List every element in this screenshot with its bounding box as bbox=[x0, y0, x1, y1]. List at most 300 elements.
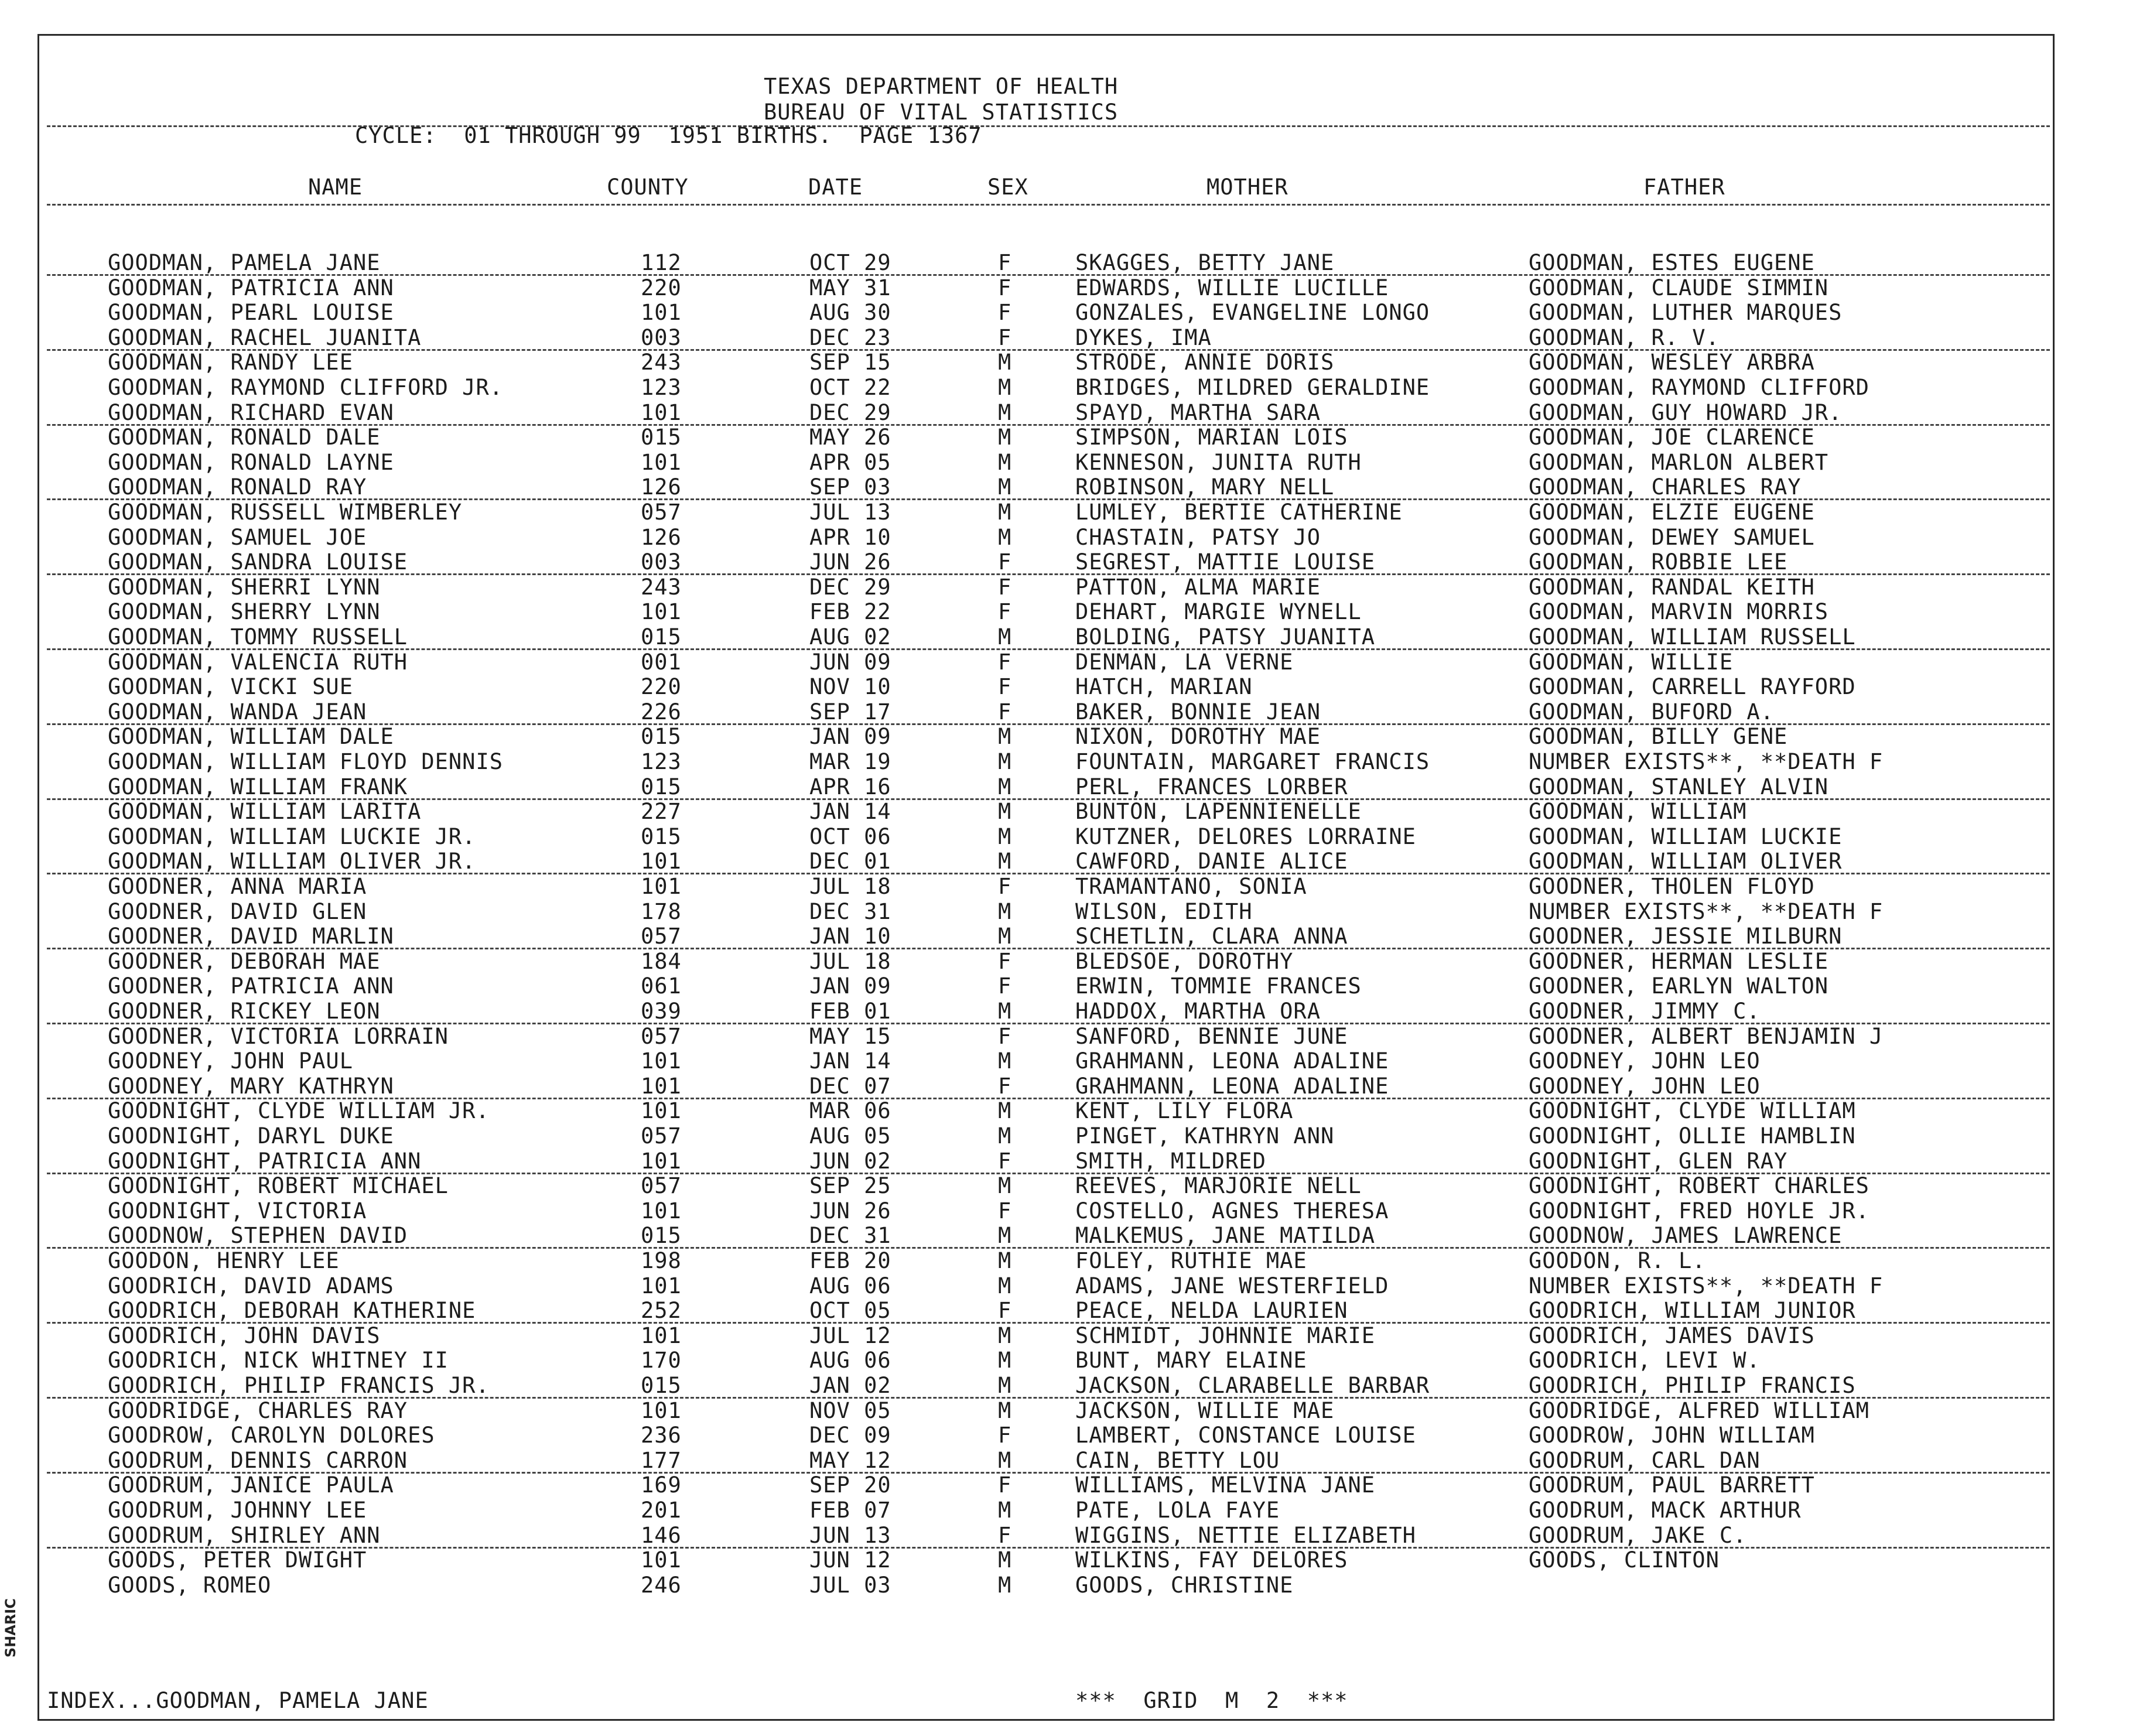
table-row bbox=[0, 1448, 2143, 1473]
cell-mother: STRODE, ANNIE DORIS bbox=[1075, 350, 1335, 375]
cell-mother: KENT, LILY FLORA bbox=[1075, 1098, 1294, 1123]
cell-name: GOODMAN, WANDA JEAN bbox=[108, 699, 367, 725]
cell-mother: SEGREST, MATTIE LOUISE bbox=[1075, 549, 1376, 575]
cell-name: GOODROW, CAROLYN DOLORES bbox=[108, 1423, 435, 1448]
cell-date: JUL 12 bbox=[809, 1323, 891, 1348]
cell-father: GOODMAN, DEWEY SAMUEL bbox=[1529, 525, 1815, 550]
cell-father: GOODROW, JOHN WILLIAM bbox=[1529, 1423, 1815, 1448]
column-header-county: COUNTY bbox=[607, 175, 689, 200]
cell-mother: HATCH, MARIAN bbox=[1075, 674, 1253, 699]
table-row bbox=[0, 849, 2143, 874]
cell-name: GOODNIGHT, VICTORIA bbox=[108, 1198, 367, 1224]
cell-county: 112 bbox=[641, 250, 682, 275]
cell-date: FEB 22 bbox=[809, 599, 891, 624]
cell-sex: M bbox=[998, 1373, 1012, 1398]
cell-sex: F bbox=[998, 1472, 1012, 1498]
cell-date: JUL 18 bbox=[809, 874, 891, 899]
cell-date: MAY 31 bbox=[809, 275, 891, 300]
cell-date: MAR 19 bbox=[809, 749, 891, 774]
cell-date: JUN 12 bbox=[809, 1547, 891, 1573]
cell-date: JUL 13 bbox=[809, 500, 891, 525]
cell-county: 178 bbox=[641, 899, 682, 924]
cell-county: 101 bbox=[641, 1547, 682, 1573]
cell-mother: PINGET, KATHRYN ANN bbox=[1075, 1123, 1335, 1149]
cell-county: 101 bbox=[641, 599, 682, 624]
cell-mother: WILKINS, FAY DELORES bbox=[1075, 1547, 1348, 1573]
cell-sex: M bbox=[998, 425, 1012, 450]
cell-name: GOODNER, DEBORAH MAE bbox=[108, 949, 381, 974]
cell-sex: M bbox=[998, 500, 1012, 525]
cell-sex: F bbox=[998, 1149, 1012, 1174]
cell-sex: M bbox=[998, 1498, 1012, 1523]
cell-father: GOODMAN, BILLY GENE bbox=[1529, 724, 1788, 749]
cell-name: GOODMAN, WILLIAM FLOYD DENNIS bbox=[108, 749, 504, 774]
cell-sex: F bbox=[998, 250, 1012, 275]
cell-county: 123 bbox=[641, 749, 682, 774]
cell-county: 201 bbox=[641, 1498, 682, 1523]
cell-mother: BAKER, BONNIE JEAN bbox=[1075, 699, 1321, 725]
cell-sex: M bbox=[998, 1248, 1012, 1273]
cell-father: GOODNOW, JAMES LAWRENCE bbox=[1529, 1223, 1843, 1248]
cell-county: 169 bbox=[641, 1472, 682, 1498]
cell-mother: PATE, LOLA FAYE bbox=[1075, 1498, 1280, 1523]
cell-father: GOODNIGHT, OLLIE HAMBLIN bbox=[1529, 1123, 1856, 1149]
cell-sex: M bbox=[998, 474, 1012, 500]
table-row bbox=[0, 874, 2143, 899]
cell-county: 226 bbox=[641, 699, 682, 725]
cell-county: 236 bbox=[641, 1423, 682, 1448]
cell-county: 101 bbox=[641, 1098, 682, 1123]
cell-sex: M bbox=[998, 350, 1012, 375]
cell-date: DEC 29 bbox=[809, 400, 891, 425]
cell-mother: BOLDING, PATSY JUANITA bbox=[1075, 624, 1376, 650]
cell-name: GOODMAN, RACHEL JUANITA bbox=[108, 325, 422, 350]
cell-date: JAN 09 bbox=[809, 724, 891, 749]
cell-county: 101 bbox=[641, 400, 682, 425]
table-row bbox=[0, 1174, 2143, 1198]
cell-sex: M bbox=[998, 1273, 1012, 1298]
cell-sex: M bbox=[998, 724, 1012, 749]
cell-date: DEC 01 bbox=[809, 849, 891, 874]
cell-county: 057 bbox=[641, 1173, 682, 1198]
cell-mother: PEACE, NELDA LAURIEN bbox=[1075, 1298, 1348, 1323]
cell-father: GOODRICH, PHILIP FRANCIS bbox=[1529, 1373, 1856, 1398]
cell-date: JAN 10 bbox=[809, 924, 891, 949]
cell-county: 170 bbox=[641, 1348, 682, 1373]
cell-county: 220 bbox=[641, 674, 682, 699]
cell-county: 243 bbox=[641, 350, 682, 375]
cell-county: 057 bbox=[641, 1123, 682, 1149]
cell-date: MAY 12 bbox=[809, 1448, 891, 1473]
cell-county: 198 bbox=[641, 1248, 682, 1273]
cell-sex: M bbox=[998, 1048, 1012, 1074]
cell-name: GOODMAN, TOMMY RUSSELL bbox=[108, 624, 408, 650]
cell-mother: GRAHMANN, LEONA ADALINE bbox=[1075, 1048, 1389, 1074]
cell-father: GOODMAN, CLAUDE SIMMIN bbox=[1529, 275, 1829, 300]
cell-mother: MALKEMUS, JANE MATILDA bbox=[1075, 1223, 1376, 1248]
cell-name: GOODRIDGE, CHARLES RAY bbox=[108, 1398, 408, 1423]
grid-marker: *** GRID M 2 *** bbox=[1075, 1688, 1348, 1713]
cell-county: 101 bbox=[641, 849, 682, 874]
cell-county: 057 bbox=[641, 500, 682, 525]
column-header-date: DATE bbox=[808, 175, 863, 200]
table-row bbox=[0, 1324, 2143, 1348]
table-row bbox=[0, 251, 2143, 275]
cell-mother: WIGGINS, NETTIE ELIZABETH bbox=[1075, 1523, 1416, 1548]
cell-date: FEB 01 bbox=[809, 999, 891, 1024]
cell-county: 001 bbox=[641, 650, 682, 675]
column-header-mother: MOTHER bbox=[1206, 175, 1288, 200]
cell-county: 246 bbox=[641, 1573, 682, 1598]
cell-mother: SCHMIDT, JOHNNIE MARIE bbox=[1075, 1323, 1376, 1348]
cell-name: GOODMAN, RONALD RAY bbox=[108, 474, 367, 500]
table-row bbox=[0, 1149, 2143, 1174]
cell-name: GOODMAN, VALENCIA RUTH bbox=[108, 650, 408, 675]
cell-date: JUN 26 bbox=[809, 549, 891, 575]
cell-father: GOODNIGHT, CLYDE WILLIAM bbox=[1529, 1098, 1856, 1123]
cell-date: MAY 26 bbox=[809, 425, 891, 450]
table-row bbox=[0, 1399, 2143, 1423]
cell-mother: DYKES, IMA bbox=[1075, 325, 1212, 350]
cell-name: GOODMAN, RONALD DALE bbox=[108, 425, 381, 450]
table-row bbox=[0, 1024, 2143, 1049]
cell-mother: CHASTAIN, PATSY JO bbox=[1075, 525, 1321, 550]
cell-sex: F bbox=[998, 549, 1012, 575]
cell-mother: LAMBERT, CONSTANCE LOUISE bbox=[1075, 1423, 1416, 1448]
cell-sex: M bbox=[998, 624, 1012, 650]
cell-date: MAR 06 bbox=[809, 1098, 891, 1123]
cell-father: GOODMAN, RAYMOND CLIFFORD bbox=[1529, 375, 1869, 400]
cell-sex: F bbox=[998, 275, 1012, 300]
table-row bbox=[0, 475, 2143, 500]
cell-name: GOODMAN, SHERRY LYNN bbox=[108, 599, 381, 624]
cell-sex: F bbox=[998, 599, 1012, 624]
cell-sex: F bbox=[998, 1198, 1012, 1224]
cell-sex: M bbox=[998, 1098, 1012, 1123]
cell-sex: M bbox=[998, 849, 1012, 874]
cell-name: GOODNIGHT, ROBERT MICHAEL bbox=[108, 1173, 449, 1198]
cell-mother: FOLEY, RUTHIE MAE bbox=[1075, 1248, 1307, 1273]
cell-sex: F bbox=[998, 1523, 1012, 1548]
cell-date: AUG 02 bbox=[809, 624, 891, 650]
cell-sex: F bbox=[998, 699, 1012, 725]
cell-name: GOODMAN, RICHARD EVAN bbox=[108, 400, 394, 425]
cell-sex: M bbox=[998, 749, 1012, 774]
cell-father: GOODRUM, JAKE C. bbox=[1529, 1523, 1747, 1548]
table-row bbox=[0, 974, 2143, 999]
cell-county: 101 bbox=[641, 450, 682, 475]
cell-date: SEP 25 bbox=[809, 1173, 891, 1198]
table-row bbox=[0, 700, 2143, 725]
cell-county: 015 bbox=[641, 724, 682, 749]
table-row bbox=[0, 1573, 2143, 1598]
table-row bbox=[0, 625, 2143, 650]
cell-date: AUG 06 bbox=[809, 1348, 891, 1373]
cell-name: GOODRICH, DAVID ADAMS bbox=[108, 1273, 394, 1298]
cell-father: GOODMAN, CHARLES RAY bbox=[1529, 474, 1802, 500]
cell-father: GOODRUM, MACK ARTHUR bbox=[1529, 1498, 1802, 1523]
cell-father: GOODMAN, MARLON ALBERT bbox=[1529, 450, 1829, 475]
cell-date: SEP 20 bbox=[809, 1472, 891, 1498]
cell-date: JUL 03 bbox=[809, 1573, 891, 1598]
cell-mother: CAWFORD, DANIE ALICE bbox=[1075, 849, 1348, 874]
cell-mother: NIXON, DOROTHY MAE bbox=[1075, 724, 1321, 749]
cell-date: JUL 18 bbox=[809, 949, 891, 974]
table-row bbox=[0, 1348, 2143, 1373]
cell-mother: KUTZNER, DELORES LORRAINE bbox=[1075, 824, 1416, 849]
table-row bbox=[0, 1548, 2143, 1573]
table-row bbox=[0, 575, 2143, 600]
cell-mother: EDWARDS, WILLIE LUCILLE bbox=[1075, 275, 1389, 300]
cell-father: GOODON, R. L. bbox=[1529, 1248, 1706, 1273]
cell-name: GOODMAN, WILLIAM FRANK bbox=[108, 774, 408, 799]
cell-mother: BUNTON, LAPENNIENELLE bbox=[1075, 799, 1362, 824]
cell-date: DEC 09 bbox=[809, 1423, 891, 1448]
cell-father: GOODMAN, ESTES EUGENE bbox=[1529, 250, 1815, 275]
cell-father: GOODMAN, BUFORD A. bbox=[1529, 699, 1774, 725]
cell-father: GOODMAN, WILLIAM RUSSELL bbox=[1529, 624, 1856, 650]
cell-date: OCT 22 bbox=[809, 375, 891, 400]
cell-father: GOODMAN, WILLIAM LUCKIE bbox=[1529, 824, 1843, 849]
cell-mother: JACKSON, WILLIE MAE bbox=[1075, 1398, 1335, 1423]
cell-name: GOODMAN, WILLIAM LARITA bbox=[108, 799, 422, 824]
cell-mother: KENNESON, JUNITA RUTH bbox=[1075, 450, 1362, 475]
cell-date: JUN 09 bbox=[809, 650, 891, 675]
cell-date: DEC 31 bbox=[809, 899, 891, 924]
cell-father: GOODRICH, JAMES DAVIS bbox=[1529, 1323, 1815, 1348]
cell-date: JAN 14 bbox=[809, 1048, 891, 1074]
cell-name: GOODNER, VICTORIA LORRAIN bbox=[108, 1024, 449, 1049]
cell-county: 101 bbox=[641, 1198, 682, 1224]
table-row bbox=[0, 1074, 2143, 1099]
cell-date: DEC 07 bbox=[809, 1074, 891, 1099]
cell-mother: TRAMANTANO, SONIA bbox=[1075, 874, 1307, 899]
cell-date: MAY 15 bbox=[809, 1024, 891, 1049]
cell-mother: SCHETLIN, CLARA ANNA bbox=[1075, 924, 1348, 949]
cell-name: GOODNOW, STEPHEN DAVID bbox=[108, 1223, 408, 1248]
table-row bbox=[0, 1124, 2143, 1149]
cell-sex: F bbox=[998, 674, 1012, 699]
cell-father: GOODMAN, ROBBIE LEE bbox=[1529, 549, 1788, 575]
table-row bbox=[0, 1423, 2143, 1448]
cell-father: NUMBER EXISTS**, **DEATH F bbox=[1529, 749, 1884, 774]
cell-mother: PERL, FRANCES LORBER bbox=[1075, 774, 1348, 799]
cell-sex: M bbox=[998, 824, 1012, 849]
cell-sex: M bbox=[998, 525, 1012, 550]
cell-county: 220 bbox=[641, 275, 682, 300]
cell-date: JUN 02 bbox=[809, 1149, 891, 1174]
cell-county: 057 bbox=[641, 1024, 682, 1049]
cell-sex: F bbox=[998, 973, 1012, 999]
cell-mother: SMITH, MILDRED bbox=[1075, 1149, 1266, 1174]
cell-date: AUG 30 bbox=[809, 300, 891, 325]
cell-county: 126 bbox=[641, 525, 682, 550]
cell-name: GOODNIGHT, PATRICIA ANN bbox=[108, 1149, 422, 1174]
cell-mother: FOUNTAIN, MARGARET FRANCIS bbox=[1075, 749, 1430, 774]
cell-father: GOODNER, JIMMY C. bbox=[1529, 999, 1761, 1024]
cell-sex: M bbox=[998, 1573, 1012, 1598]
cell-name: GOODRICH, PHILIP FRANCIS JR. bbox=[108, 1373, 490, 1398]
table-row bbox=[0, 401, 2143, 425]
cell-name: GOODNER, PATRICIA ANN bbox=[108, 973, 394, 999]
table-row bbox=[0, 326, 2143, 350]
cell-date: APR 16 bbox=[809, 774, 891, 799]
cell-county: 123 bbox=[641, 375, 682, 400]
cell-mother: GONZALES, EVANGELINE LONGO bbox=[1075, 300, 1430, 325]
cell-county: 101 bbox=[641, 874, 682, 899]
cell-county: 039 bbox=[641, 999, 682, 1024]
cell-father: GOODNER, HERMAN LESLIE bbox=[1529, 949, 1829, 974]
cell-name: GOODMAN, PATRICIA ANN bbox=[108, 275, 394, 300]
cell-date: FEB 07 bbox=[809, 1498, 891, 1523]
cell-name: GOODNER, DAVID MARLIN bbox=[108, 924, 394, 949]
cell-date: JUN 26 bbox=[809, 1198, 891, 1224]
table-row bbox=[0, 750, 2143, 774]
cell-date: JAN 09 bbox=[809, 973, 891, 999]
cell-sex: F bbox=[998, 949, 1012, 974]
table-row bbox=[0, 1224, 2143, 1248]
cell-name: GOODNEY, JOHN PAUL bbox=[108, 1048, 353, 1074]
cell-county: 101 bbox=[641, 1149, 682, 1174]
table-row bbox=[0, 1498, 2143, 1523]
cell-sex: M bbox=[998, 1223, 1012, 1248]
cell-father: GOODMAN, ELZIE EUGENE bbox=[1529, 500, 1815, 525]
table-row bbox=[0, 1099, 2143, 1123]
cell-mother: COSTELLO, AGNES THERESA bbox=[1075, 1198, 1389, 1224]
bureau-title: BUREAU OF VITAL STATISTICS bbox=[764, 100, 1119, 125]
cell-mother: SIMPSON, MARIAN LOIS bbox=[1075, 425, 1348, 450]
cell-county: 101 bbox=[641, 300, 682, 325]
cell-father: GOODMAN, LUTHER MARQUES bbox=[1529, 300, 1843, 325]
table-row bbox=[0, 999, 2143, 1024]
cell-date: APR 10 bbox=[809, 525, 891, 550]
cell-date: FEB 20 bbox=[809, 1248, 891, 1273]
cell-name: GOODON, HENRY LEE bbox=[108, 1248, 340, 1273]
cell-name: GOODNIGHT, CLYDE WILLIAM JR. bbox=[108, 1098, 490, 1123]
cell-county: 015 bbox=[641, 774, 682, 799]
cell-father: GOODMAN, CARRELL RAYFORD bbox=[1529, 674, 1856, 699]
table-row bbox=[0, 1049, 2143, 1074]
cell-date: NOV 10 bbox=[809, 674, 891, 699]
cell-name: GOODMAN, RANDY LEE bbox=[108, 350, 353, 375]
table-row bbox=[0, 949, 2143, 974]
cell-father: GOODNER, THOLEN FLOYD bbox=[1529, 874, 1815, 899]
cell-date: OCT 29 bbox=[809, 250, 891, 275]
table-row bbox=[0, 825, 2143, 849]
cell-county: 003 bbox=[641, 549, 682, 575]
cell-sex: M bbox=[998, 1448, 1012, 1473]
cell-sex: F bbox=[998, 325, 1012, 350]
table-row bbox=[0, 276, 2143, 300]
cell-name: GOODMAN, RAYMOND CLIFFORD JR. bbox=[108, 375, 504, 400]
cell-father: GOODNIGHT, FRED HOYLE JR. bbox=[1529, 1198, 1869, 1224]
cell-father: GOODMAN, WILLIE bbox=[1529, 650, 1734, 675]
cell-name: GOODRUM, SHIRLEY ANN bbox=[108, 1523, 381, 1548]
cell-sex: F bbox=[998, 1074, 1012, 1099]
cell-mother: DEHART, MARGIE WYNELL bbox=[1075, 599, 1362, 624]
cell-name: GOODRICH, NICK WHITNEY II bbox=[108, 1348, 449, 1373]
cell-mother: BLEDSOE, DOROTHY bbox=[1075, 949, 1294, 974]
cell-name: GOODMAN, RUSSELL WIMBERLEY bbox=[108, 500, 463, 525]
cell-father: GOODNEY, JOHN LEO bbox=[1529, 1074, 1761, 1099]
cell-mother: CAIN, BETTY LOU bbox=[1075, 1448, 1280, 1473]
cell-county: 101 bbox=[641, 1323, 682, 1348]
cell-mother: SPAYD, MARTHA SARA bbox=[1075, 400, 1321, 425]
agency-title: TEXAS DEPARTMENT OF HEALTH bbox=[764, 74, 1119, 99]
cell-sex: M bbox=[998, 450, 1012, 475]
cell-father: GOODRUM, PAUL BARRETT bbox=[1529, 1472, 1815, 1498]
cell-sex: M bbox=[998, 999, 1012, 1024]
cell-date: NOV 05 bbox=[809, 1398, 891, 1423]
cell-name: GOODMAN, PEARL LOUISE bbox=[108, 300, 394, 325]
cell-father: GOODS, CLINTON bbox=[1529, 1547, 1720, 1573]
table-row bbox=[0, 1523, 2143, 1548]
cell-county: 177 bbox=[641, 1448, 682, 1473]
column-header-divider bbox=[47, 204, 2050, 206]
index-line: INDEX...GOODMAN, PAMELA JANE bbox=[47, 1688, 429, 1713]
cell-name: GOODNER, ANNA MARIA bbox=[108, 874, 367, 899]
table-row bbox=[0, 300, 2143, 325]
cell-sex: F bbox=[998, 1423, 1012, 1448]
table-row bbox=[0, 650, 2143, 675]
cell-father: GOODNEY, JOHN LEO bbox=[1529, 1048, 1761, 1074]
cell-father: NUMBER EXISTS**, **DEATH F bbox=[1529, 1273, 1884, 1298]
cell-father: GOODRIDGE, ALFRED WILLIAM bbox=[1529, 1398, 1869, 1423]
table-row bbox=[0, 799, 2143, 824]
column-header-name: NAME bbox=[308, 175, 363, 200]
cell-name: GOODMAN, VICKI SUE bbox=[108, 674, 353, 699]
cell-father: GOODRICH, LEVI W. bbox=[1529, 1348, 1761, 1373]
table-row bbox=[0, 600, 2143, 624]
cell-sex: F bbox=[998, 650, 1012, 675]
cell-date: DEC 29 bbox=[809, 575, 891, 600]
cell-sex: F bbox=[998, 1298, 1012, 1323]
cell-county: 015 bbox=[641, 624, 682, 650]
cell-sex: F bbox=[998, 300, 1012, 325]
cell-mother: JACKSON, CLARABELLE BARBAR bbox=[1075, 1373, 1430, 1398]
cell-mother: DENMAN, LA VERNE bbox=[1075, 650, 1294, 675]
cell-date: DEC 23 bbox=[809, 325, 891, 350]
cell-father: GOODNER, ALBERT BENJAMIN J bbox=[1529, 1024, 1884, 1049]
cell-date: DEC 31 bbox=[809, 1223, 891, 1248]
cell-county: 184 bbox=[641, 949, 682, 974]
cell-name: GOODRICH, JOHN DAVIS bbox=[108, 1323, 381, 1348]
cell-father: GOODNER, EARLYN WALTON bbox=[1529, 973, 1829, 999]
cell-county: 101 bbox=[641, 1074, 682, 1099]
cell-father: GOODMAN, JOE CLARENCE bbox=[1529, 425, 1815, 450]
cell-mother: ERWIN, TOMMIE FRANCES bbox=[1075, 973, 1362, 999]
cell-father: GOODMAN, WILLIAM OLIVER bbox=[1529, 849, 1843, 874]
cell-father: GOODMAN, WILLIAM bbox=[1529, 799, 1747, 824]
cell-mother: SANFORD, BENNIE JUNE bbox=[1075, 1024, 1348, 1049]
cell-father: GOODRUM, CARL DAN bbox=[1529, 1448, 1761, 1473]
cell-county: 126 bbox=[641, 474, 682, 500]
cell-name: GOODRUM, JOHNNY LEE bbox=[108, 1498, 367, 1523]
side-label: SHARIC bbox=[2, 1598, 19, 1658]
cell-mother: ADAMS, JANE WESTERFIELD bbox=[1075, 1273, 1389, 1298]
cell-name: GOODNER, RICKEY LEON bbox=[108, 999, 381, 1024]
cell-name: GOODMAN, SANDRA LOUISE bbox=[108, 549, 408, 575]
cell-name: GOODNIGHT, DARYL DUKE bbox=[108, 1123, 394, 1149]
table-row bbox=[0, 375, 2143, 400]
table-row bbox=[0, 924, 2143, 949]
column-header-sex: SEX bbox=[987, 175, 1028, 200]
cell-date: AUG 05 bbox=[809, 1123, 891, 1149]
table-row bbox=[0, 425, 2143, 450]
table-row bbox=[0, 725, 2143, 749]
cycle-line: CYCLE: 01 THROUGH 99 1951 BIRTHS. PAGE 1367 bbox=[355, 123, 982, 148]
table-row bbox=[0, 350, 2143, 375]
